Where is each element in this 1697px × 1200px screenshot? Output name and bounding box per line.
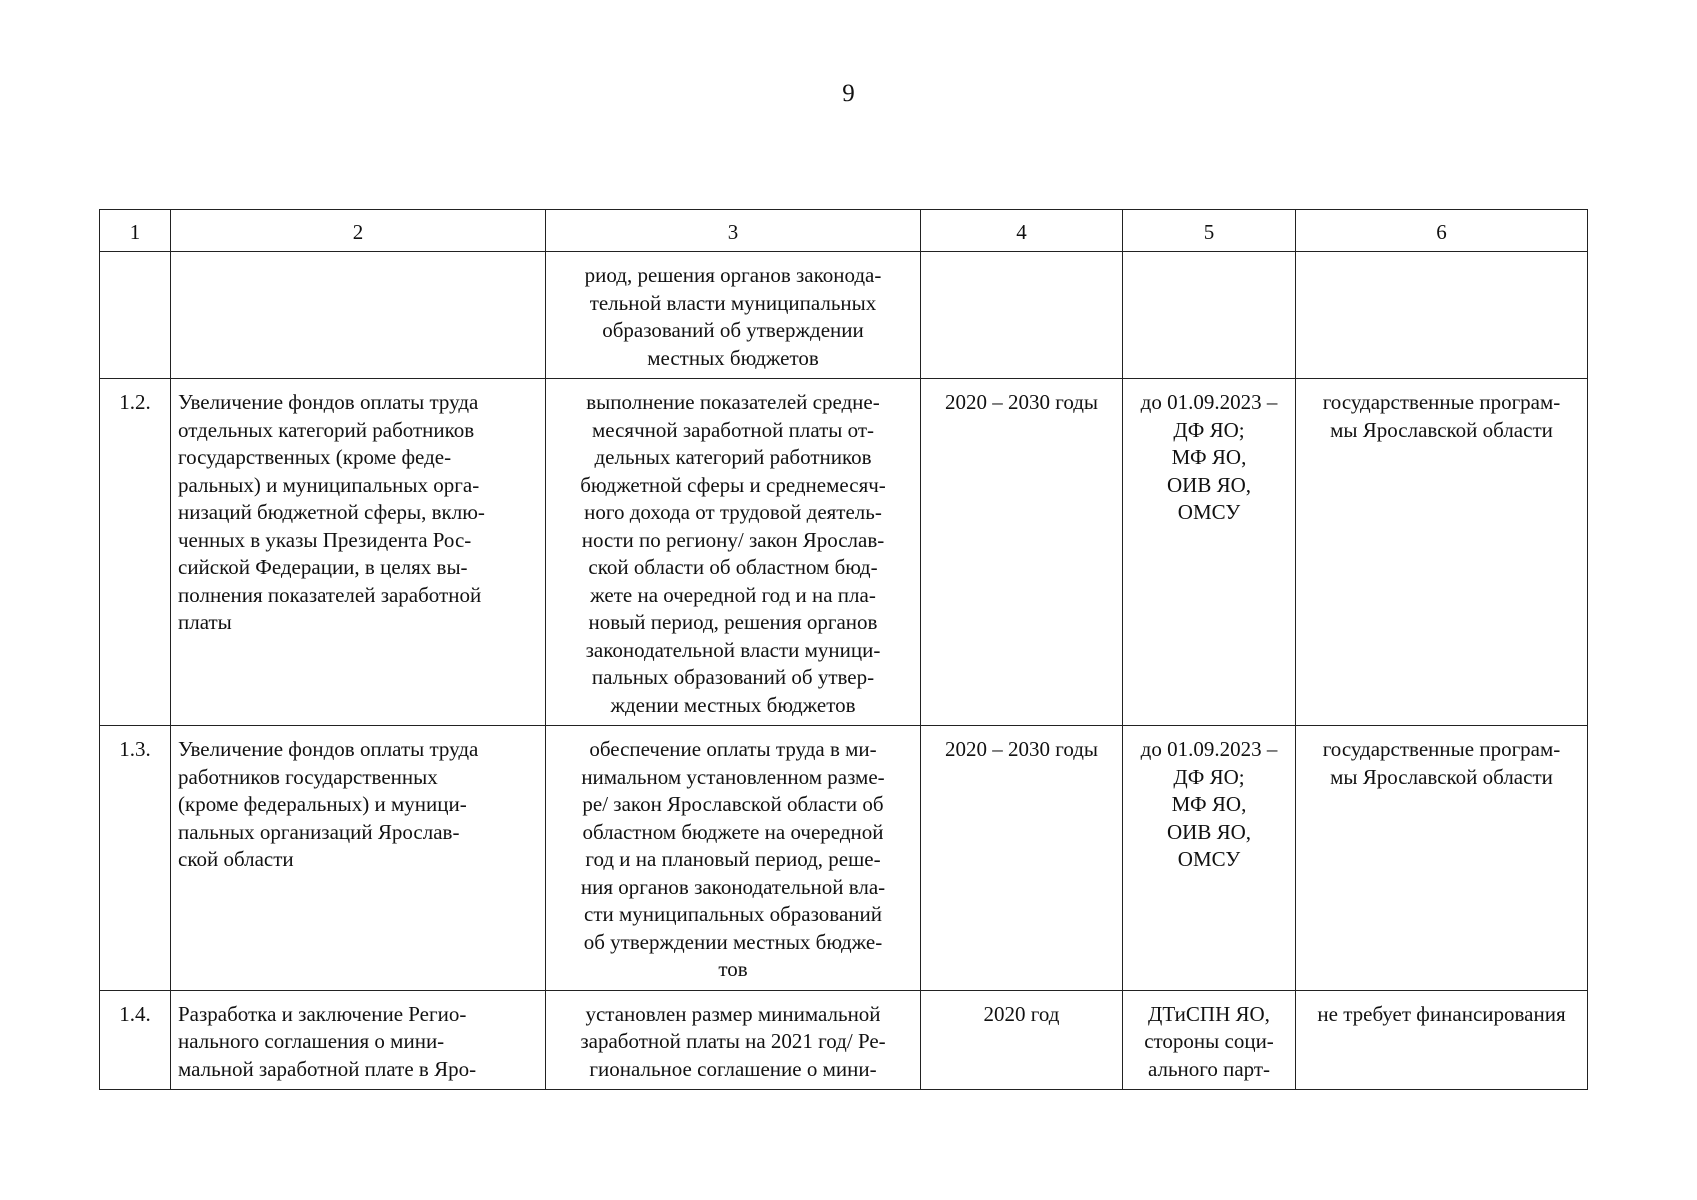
cell-period-text: 2020 – 2030 годы [944, 390, 1099, 414]
cell-responsible-line: МФ ЯО, [1171, 792, 1247, 816]
cell-responsible [1123, 252, 1296, 379]
cell-measure-line: работников государственных [178, 764, 438, 789]
cell-measure-line: ской области [178, 847, 294, 871]
cell-measure-line: полнения показателей заработной [178, 582, 482, 607]
header-col-1: 1 [100, 210, 171, 252]
cell-period [921, 379, 1123, 726]
cell-measure [171, 726, 546, 991]
cell-source-line: не требует финансирования [1317, 1001, 1566, 1026]
cell-number [100, 252, 171, 379]
cell-responsible-line: МФ ЯО, [1171, 445, 1247, 469]
cell-responsible [1123, 990, 1296, 1090]
cell-result-line: ния органов законодательной вла- [580, 874, 886, 899]
cell-source [1296, 990, 1588, 1090]
cell-measure-line: пальных организаций Ярослав- [178, 819, 460, 844]
cell-result-line: риод, решения органов законода- [584, 263, 882, 287]
cell-measure [171, 252, 546, 379]
cell-result-line: новый период, решения органов [588, 610, 878, 634]
cell-result-line: нимальном установленном разме- [581, 764, 885, 789]
cell-measure-line: Увеличение фондов оплаты труда [178, 390, 479, 414]
cell-period [921, 990, 1123, 1090]
cell-result-line: ре/ закон Ярославской области об [582, 792, 884, 816]
cell-result-line: ного дохода от трудовой деятель- [584, 500, 882, 524]
cell-source-line: мы Ярославской области [1330, 764, 1553, 789]
cell-result-line: об утверждении местных бюдже- [583, 929, 883, 954]
cell-result-line: тов [718, 957, 748, 981]
cell-number-text: 1.2. [119, 390, 151, 414]
cell-result-line: образований об утверждении [602, 318, 864, 342]
cell-responsible-line: до 01.09.2023 – [1140, 737, 1278, 761]
cell-number [100, 726, 171, 991]
cell-measure-line: сийской Федерации, в целях вы- [178, 555, 468, 579]
cell-measure-line: Разработка и заключение Регио- [178, 1001, 467, 1026]
header-col-2: 2 [171, 210, 546, 252]
cell-result-line: законодательной власти муници- [585, 637, 881, 662]
cell-measure [171, 379, 546, 726]
cell-measure-line: низаций бюджетной сферы, вклю- [178, 500, 485, 524]
cell-measure-line: ральных) и муниципальных орга- [178, 472, 480, 497]
table-row [100, 726, 1588, 991]
measures-table [99, 209, 1588, 1090]
cell-source [1296, 726, 1588, 991]
cell-period-text: 2020 год [983, 1001, 1060, 1026]
cell-source-line: государственные програм- [1322, 737, 1561, 761]
cell-result-line: обеспечение оплаты труда в ми- [589, 737, 877, 761]
header-col-4: 4 [921, 210, 1123, 252]
cell-responsible-line: ОМСУ [1177, 500, 1241, 524]
cell-responsible [1123, 726, 1296, 991]
table-row [100, 252, 1588, 379]
cell-result-line: месячной заработной платы от- [591, 417, 875, 442]
cell-source [1296, 252, 1588, 379]
cell-result [546, 726, 921, 991]
cell-responsible-line: ОИВ ЯО, [1166, 472, 1251, 497]
cell-period-text: 2020 – 2030 годы [944, 737, 1099, 761]
table-row [100, 990, 1588, 1090]
cell-number [100, 379, 171, 726]
cell-number-text: 1.3. [119, 737, 151, 761]
page-number: 9 [842, 80, 855, 107]
cell-result-line: ждении местных бюджетов [610, 692, 856, 717]
cell-result-line: местных бюджетов [647, 345, 819, 370]
cell-number-text: 1.4. [119, 1001, 151, 1026]
cell-result-line: дельных категорий работников [594, 445, 872, 469]
table-header-row [100, 210, 1588, 252]
cell-result-line: ности по региону/ закон Ярослав- [581, 527, 885, 552]
cell-result-line: областном бюджете на очередной [582, 819, 884, 844]
cell-period [921, 726, 1123, 991]
cell-result [546, 379, 921, 726]
cell-responsible-line: стороны соци- [1144, 1029, 1274, 1053]
cell-result-line: гиональное соглашение о мини- [589, 1056, 877, 1081]
cell-result [546, 252, 921, 379]
header-col-5: 5 [1123, 210, 1296, 252]
cell-measure-line: мальной заработной плате в Яро- [178, 1056, 477, 1081]
cell-responsible-line: ДФ ЯО; [1173, 417, 1245, 442]
cell-result-line: бюджетной сферы и среднемесяч- [580, 472, 886, 497]
cell-result-line: год и на плановый период, реше- [585, 847, 881, 871]
cell-result-line: ской области об областном бюд- [588, 555, 878, 579]
cell-responsible [1123, 379, 1296, 726]
table-row [100, 379, 1588, 726]
cell-source-line: мы Ярославской области [1330, 417, 1553, 442]
cell-source [1296, 379, 1588, 726]
cell-result-line: выполнение показателей средне- [586, 390, 880, 414]
cell-result-line: жете на очередной год и на пла- [590, 582, 876, 607]
cell-responsible-line: ОИВ ЯО, [1166, 819, 1251, 844]
cell-number [100, 990, 171, 1090]
cell-result [546, 990, 921, 1090]
cell-responsible-line: до 01.09.2023 – [1140, 390, 1278, 414]
cell-measure-line: Увеличение фондов оплаты труда [178, 737, 479, 761]
cell-period [921, 252, 1123, 379]
cell-result-line: сти муниципальных образований [584, 902, 882, 926]
cell-measure-line: (кроме федеральных) и муници- [178, 792, 467, 816]
cell-result-line: пальных образований об утвер- [591, 665, 875, 689]
cell-measure-line: нального соглашения о мини- [178, 1029, 445, 1053]
header-col-3: 3 [546, 210, 921, 252]
cell-measure-line: платы [178, 610, 232, 634]
cell-source-line: государственные програм- [1322, 390, 1561, 414]
header-col-6: 6 [1296, 210, 1588, 252]
cell-measure [171, 990, 546, 1090]
cell-responsible-line: ДТиСПН ЯО, [1148, 1001, 1270, 1026]
cell-measure-line: отдельных категорий работников [178, 417, 475, 442]
cell-result-line: установлен размер минимальной [585, 1001, 881, 1026]
cell-result-line: тельной власти муниципальных [589, 290, 877, 315]
cell-responsible-line: ДФ ЯО; [1173, 764, 1245, 789]
cell-result-line: заработной платы на 2021 год/ Ре- [580, 1029, 886, 1053]
cell-responsible-line: ОМСУ [1177, 847, 1241, 871]
cell-responsible-line: ального парт- [1147, 1056, 1271, 1081]
cell-measure-line: государственных (кроме феде- [178, 445, 452, 469]
cell-measure-line: ченных в указы Президента Рос- [178, 527, 472, 552]
